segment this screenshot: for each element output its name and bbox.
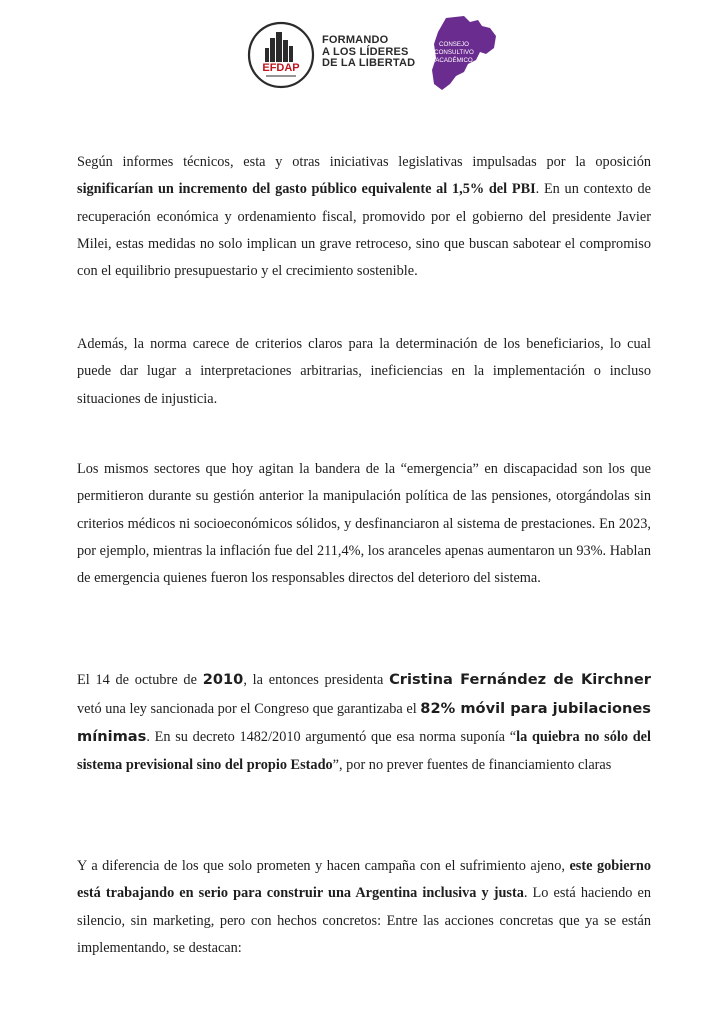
- text-run: . Lo está haciendo en silencio, sin marketing, pero con hechos concretos: Entre las acciones concretas que ya se están implementando, se destacan:: [77, 885, 652, 956]
- text-run: ”, por no prever fuentes de financiamiento claras: [332, 756, 612, 773]
- highlight-run: 2010: [202, 671, 244, 688]
- paragraph-veto-2010: [77, 666, 651, 779]
- council-line-1: CONSEJO: [439, 41, 469, 48]
- text-run: Según informes técnicos, esta y otras iniciativas legislativas impulsadas por la oposición: [77, 154, 651, 170]
- tagline-line-1: FORMANDO: [322, 34, 389, 46]
- text-run: Los mismos sectores que hoy agitan la bandera de la “emergencia” en discapacidad son los que permitieron durante su gestión anterior la manipulación política de las pensiones, otorgándolas sin criterios médicos ni socioeconómicos sólidos, y desfinanciaron al sistema de prestaciones. En 2023, por ejemplo, mientras la inflación fue del 211,4%, los aranceles apenas aumentaron un 93%. Hablan de emergencia quienes fueron los responsables directos del deterioro del sistema.: [77, 461, 651, 587]
- text-run: Además, la norma carece de criterios claros para la determinación de los beneficiarios, lo cual puede dar lugar a interpretaciones arbitrarias, ineficiencias en la implementación o incluso situaciones de injusticia.: [77, 336, 651, 407]
- efdap-tagline: [322, 35, 415, 70]
- council-line-3: ACADÉMICO: [435, 57, 473, 64]
- text-run: El 14 de octubre de: [77, 672, 203, 688]
- paragraph-gobierno-trabajando: [77, 853, 651, 962]
- efdap-logo: [246, 20, 316, 90]
- text-run: , la entonces presidenta: [243, 672, 390, 688]
- building-icon: [265, 32, 293, 64]
- tagline-line-2: A LOS LÍDERES: [322, 45, 409, 58]
- text-run: . En un contexto de recuperación económica y ordenamiento fiscal, promovido por el gobierno del presidente Javier Milei, estas medidas no solo implican un grave retroceso, sino que buscan sabotear el compromiso con el equilibrio presupuestario y el crecimiento sostenible.: [77, 181, 651, 280]
- page-header: [0, 8, 728, 94]
- tagline-line-3: DE LA LIBERTAD: [322, 57, 416, 69]
- council-line-2: CONSULTIVO: [434, 49, 474, 56]
- efdap-logo-text: EFDAP: [262, 62, 300, 74]
- text-run: Y a diferencia de los que solo prometen y hacen campaña con el sufrimiento ajeno,: [77, 858, 570, 874]
- consejo-consultivo-logo: [424, 14, 504, 96]
- paragraph-emergencia: [77, 456, 651, 592]
- bold-run: significarían un incremento del gasto público equivalente al 1,5% del PBI: [77, 181, 536, 198]
- paragraph-criterios: [77, 331, 651, 413]
- highlight-run: 82% móvil para jubilaciones mínimas: [77, 699, 651, 746]
- highlight-run: Cristina Fernández de Kirchner: [389, 671, 652, 688]
- bold-run: la quiebra no sólo del sistema previsional sino del propio Estado: [77, 729, 651, 773]
- text-run: vetó una ley sancionada por el Congreso que garantizaba el: [77, 700, 421, 717]
- bold-run: este gobierno está trabajando en serio para construir una Argentina inclusiva y justa: [77, 858, 652, 902]
- text-run: . En su decreto 1482/2010 argumentó que esa norma suponía “: [146, 729, 517, 746]
- paragraph-gasto-publico: [77, 149, 651, 285]
